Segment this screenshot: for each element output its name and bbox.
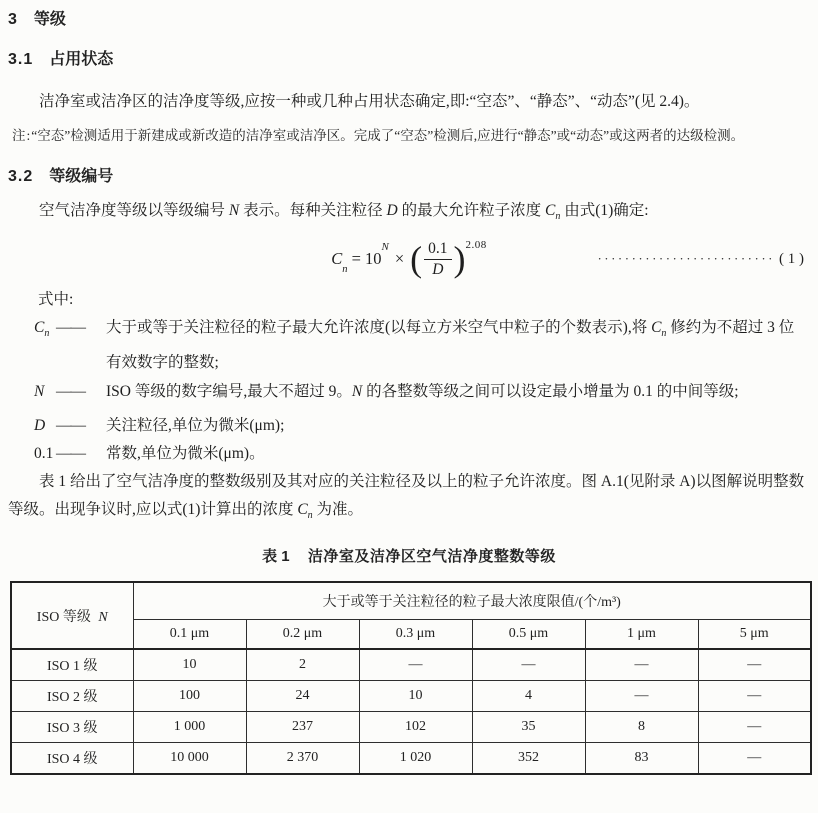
- definition-term: D: [34, 417, 46, 435]
- definition-term: $C_n$: [34, 319, 50, 340]
- variable-N: N: [228, 202, 240, 219]
- equation-1: [331, 235, 487, 283]
- equation-1-row: [0, 235, 818, 283]
- note-label: 注:: [12, 128, 32, 143]
- table-cell: 10: [359, 681, 472, 712]
- section-3-heading: [8, 0, 818, 29]
- size-header-1um: 1 μm: [585, 620, 698, 650]
- equation-lhs: C: [331, 249, 343, 269]
- table-cell: —: [698, 743, 811, 775]
- table-cell: 4: [472, 681, 585, 712]
- text-run: 表示。每种关注粒径: [239, 202, 387, 219]
- table-cell: —: [472, 649, 585, 681]
- fraction: [424, 240, 451, 279]
- table-caption-number: 表 1: [262, 548, 290, 566]
- definition-item-0-1: [0, 440, 818, 468]
- table-intro-paragraph: [8, 468, 806, 530]
- variable-Cn-subscript: n: [307, 510, 313, 522]
- table-cell: 10 000: [133, 743, 246, 775]
- equation-number: ( 1 ): [779, 250, 804, 267]
- size-header-0-1um: 0.1 μm: [133, 620, 246, 650]
- table-cell: 8: [585, 712, 698, 743]
- table-cell: 35: [472, 712, 585, 743]
- variable-Cn: C: [297, 501, 308, 519]
- open-paren: (: [410, 239, 423, 280]
- multiply-sign: ×: [394, 249, 405, 269]
- close-paren: ): [453, 239, 466, 280]
- variable-D: D: [386, 202, 398, 219]
- size-header-0-5um: 0.5 μm: [472, 620, 585, 650]
- definition-dash: ——: [56, 417, 85, 435]
- fraction-numerator: 0.1: [424, 240, 451, 260]
- class-number-paragraph: [8, 199, 806, 229]
- table-cell: —: [698, 649, 811, 681]
- equation-power: 2.08: [465, 239, 487, 252]
- variable-Cn: C: [544, 202, 556, 219]
- dot-leader: ··························: [597, 251, 775, 267]
- section-3-1-number: 3.1: [8, 51, 34, 68]
- table-cell: 100: [133, 681, 246, 712]
- table-cell: —: [585, 649, 698, 681]
- section-3-title: 等级: [33, 11, 66, 28]
- table-row-iso3: [11, 712, 811, 743]
- definition-dash: ——: [56, 319, 85, 337]
- equation-lhs-subscript: n: [342, 264, 348, 276]
- table-span-header: 大于或等于关注粒径的粒子最大浓度限值/(个/m³): [133, 582, 811, 620]
- table-cell: —: [585, 681, 698, 712]
- definition-dash: ——: [56, 445, 85, 463]
- definition-item-D: [0, 412, 818, 440]
- definition-text: ISO 等级的数字编号,最大不超过 9。N 的各整数等级之间可以设定最小增量为 0.1 的中间等级;: [106, 383, 739, 401]
- note-text: “空态”检测适用于新建成或新改造的洁净室或洁净区。完成了“空态”检测后,应进行“静态”或“动态”或这两者的达级检测。: [31, 128, 745, 143]
- text-run: 表 1 给出了空气洁净度的整数级别及其对应的关注粒径及以上的粒子允许浓度。图 A.1(见附录 A)以图解说明整数等级。出现争议时,应以式(1)计算出的浓度: [8, 473, 805, 519]
- table-row-iso4: [11, 743, 811, 775]
- text-run: 空气洁净度等级以等级编号: [39, 202, 229, 219]
- size-header-5um: 5 μm: [698, 620, 811, 650]
- table-caption: [0, 546, 818, 568]
- table-corner-header: ISO 等级 N: [11, 582, 133, 649]
- equation-exponent-N: N: [381, 241, 389, 254]
- definition-text: 关注粒径,单位为微米(μm);: [106, 417, 285, 435]
- table-cell: 83: [585, 743, 698, 775]
- where-label: 式中:: [38, 291, 74, 309]
- section-3-1-title: 占用状态: [49, 51, 114, 68]
- table-cell: 352: [472, 743, 585, 775]
- table-cell: 2 370: [246, 743, 359, 775]
- table-cell: —: [698, 681, 811, 712]
- variable-Cn-subscript: n: [555, 211, 561, 223]
- note-block: [12, 122, 804, 150]
- equation-leader: [597, 235, 804, 283]
- definition-text: 常数,单位为微米(μm)。: [106, 445, 265, 463]
- section-3-number: 3: [8, 11, 18, 28]
- definition-item-N: [0, 377, 818, 412]
- table-cell: 102: [359, 712, 472, 743]
- definition-dash: ——: [56, 383, 85, 401]
- table-row-iso2: [11, 681, 811, 712]
- section-3-2-number: 3.2: [8, 168, 34, 185]
- table-cell: 1 020: [359, 743, 472, 775]
- size-header-0-3um: 0.3 μm: [359, 620, 472, 650]
- table-caption-title: 洁净室及洁净区空气洁净度整数等级: [307, 548, 556, 566]
- definition-text: 大于或等于关注粒径的粒子最大允许浓度(以每立方米空气中粒子的个数表示),将 $C_n$ 修约为不超过 3 位有效数字的整数;: [106, 319, 795, 372]
- table-cell: 10: [133, 649, 246, 681]
- text-run: 由式(1)确定:: [560, 202, 649, 219]
- table-cell: 2: [246, 649, 359, 681]
- iso-class-table: [10, 581, 812, 775]
- table-cell: 237: [246, 712, 359, 743]
- section-3-1-heading: [8, 46, 818, 69]
- section-3-2-heading: [8, 163, 818, 186]
- text-run: 为准。: [312, 501, 364, 519]
- row-label: ISO 3 级: [11, 712, 133, 743]
- table-row-iso1: [11, 649, 811, 681]
- section-3-2-title: 等级编号: [49, 168, 114, 185]
- row-label: ISO 2 级: [11, 681, 133, 712]
- equation-equals-ten: = 10: [347, 249, 382, 269]
- definition-term: N: [34, 383, 45, 401]
- definition-item-Cn: [0, 313, 818, 377]
- table-cell: 1 000: [133, 712, 246, 743]
- table-cell: —: [698, 712, 811, 743]
- size-header-0-2um: 0.2 μm: [246, 620, 359, 650]
- text-run: 的最大允许粒子浓度: [397, 202, 545, 219]
- definition-term: 0.1: [34, 445, 54, 463]
- table-cell: —: [359, 649, 472, 681]
- row-label: ISO 1 级: [11, 649, 133, 681]
- occupancy-state-paragraph: 洁净室或洁净区的洁净度等级,应按一种或几种占用状态确定,即:“空态”、“静态”、“动态”(见 2.4)。: [39, 93, 700, 110]
- fraction-denominator: D: [432, 260, 444, 278]
- table-cell: 24: [246, 681, 359, 712]
- row-label: ISO 4 级: [11, 743, 133, 775]
